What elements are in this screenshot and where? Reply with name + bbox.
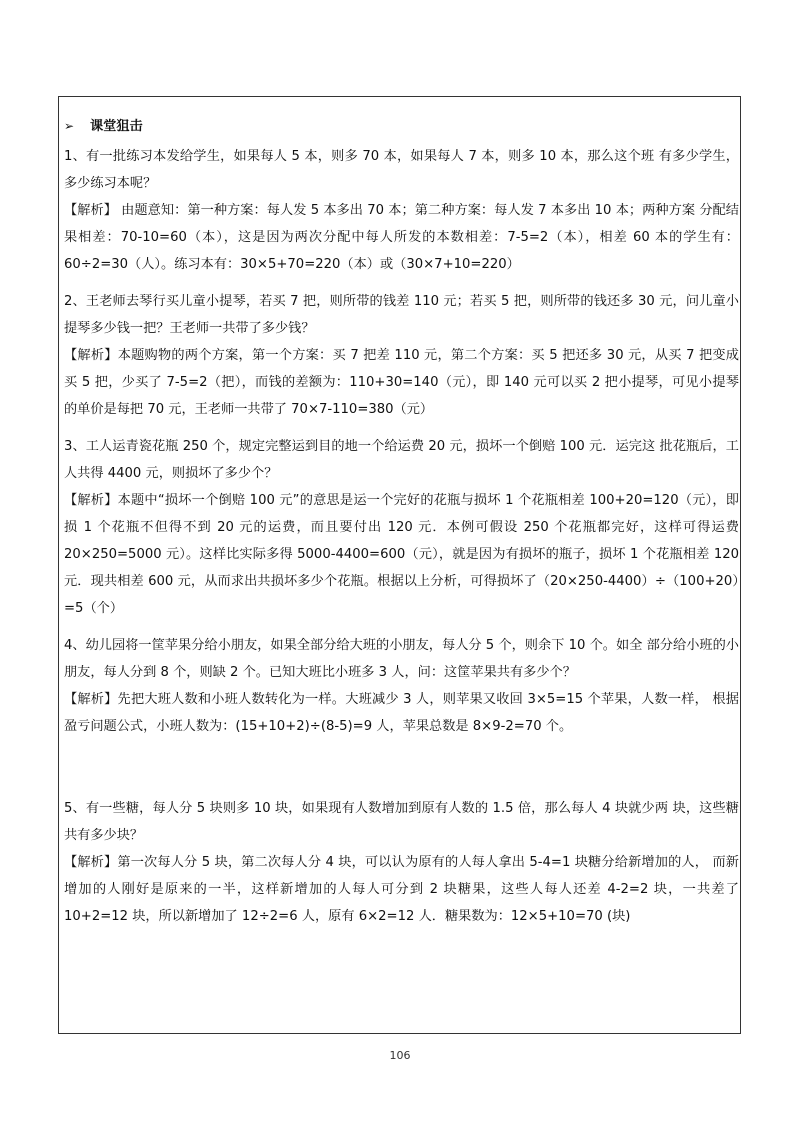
arrow-bullet-icon: ➢ xyxy=(64,119,75,133)
problem-4-solution: 【解析】先把大班人数和小班人数转化为一样。大班减少 3 人，则苹果又收回 3×5=15 个苹果，人数一样， 根据盈亏问题公式，小班人数为：(15+10+2)÷(8-5)=9 人，苹果总数是 8×9-2=70 个。 xyxy=(64,692,739,734)
problem-1-solution: 【解析】 由题意知：第一种方案：每人发 5 本多出 70 本；第二种方案：每人发 7 本多出 10 本；两种方案 分配结果相差：70-10=60（本），这是因为两次分配中每人所发的本数相差：7-5=2（本），相差 60 本的学生有：60÷2=30（人）。练习本有：30×5+70=220（本）或（30×7+10=220） xyxy=(64,203,739,272)
lesson-content xyxy=(64,113,739,930)
page-number: 106 xyxy=(389,1049,411,1062)
problem-5-question: 5、有一些糖，每人分 5 块则多 10 块，如果现有人数增加到原有人数的 1.5 倍，那么每人 4 块就少两 块，这些糖共有多少块？ xyxy=(64,801,739,843)
section-title: 课堂狙击 xyxy=(90,119,143,134)
problem-3-solution: 【解析】本题中“损坏一个倒赔 100 元”的意思是运一个完好的花瓶与损坏 1 个花瓶相差 100+20=120（元），即损 1 个花瓶不但得不到 20 元的运费，而且要付出 120 元．本例可假设 250 个花瓶都完好，这样可得运费 20×250=5000 元）。这样比实际多得 5000-4400=600（元），就是因为有损坏的瓶子，损坏 1 个花瓶相差 120 元．现共相差 600 元，从而求出共损坏多少个花瓶。根据以上分析，可得损坏了（20×250-4400）÷（100+20）=5（个） xyxy=(64,493,740,616)
problem-3-question: 3、工人运青瓷花瓶 250 个，规定完整运到目的地一个给运费 20 元，损坏一个倒赔 100 元．运完这 批花瓶后，工人共得 4400 元，则损坏了多少个？ xyxy=(64,439,739,481)
problem-2-question: 2、王老师去琴行买儿童小提琴，若买 7 把，则所带的钱差 110 元；若买 5 把，则所带的钱还多 30 元，问儿童小提琴多少钱一把？王老师一共带了多少钱？ xyxy=(64,294,739,336)
problem-1-question: 1、有一批练习本发给学生，如果每人 5 本，则多 70 本，如果每人 7 本，则多 10 本，那么这个班 有多少学生，多少练习本呢？ xyxy=(64,149,739,191)
section-heading xyxy=(64,113,739,140)
problem-5-solution: 【解析】第一次每人分 5 块，第二次每人分 4 块，可以认为原有的人每人拿出 5-4=1 块糖分给新增加的人， 而新增加的人刚好是原来的一半，这样新增加的人每人可分到 2 块糖果，这些人每人还差 4-2=2 块，一共差了 10+2=12 块，所以新增加了 12÷2=6 人，原有 6×2=12 人．糖果数为：12×5+10=70 (块) xyxy=(64,855,739,924)
problem-2-solution: 【解析】本题购物的两个方案，第一个方案：买 7 把差 110 元，第二个方案：买 5 把还多 30 元，从买 7 把变成买 5 把，少买了 7-5=2（把），而钱的差额为：110+30=140（元），即 140 元可以买 2 把小提琴，可见小提琴的单价是每把 70 元，王老师一共带了 70×7-110=380（元） xyxy=(64,348,739,417)
problem-4-question: 4、幼儿园将一筐苹果分给小朋友，如果全部分给大班的小朋友，每人分 5 个，则余下 10 个。如全 部分给小班的小朋友，每人分到 8 个，则缺 2 个。已知大班比小班多 3 人，问：这筐苹果共有多少个？ xyxy=(64,638,739,680)
